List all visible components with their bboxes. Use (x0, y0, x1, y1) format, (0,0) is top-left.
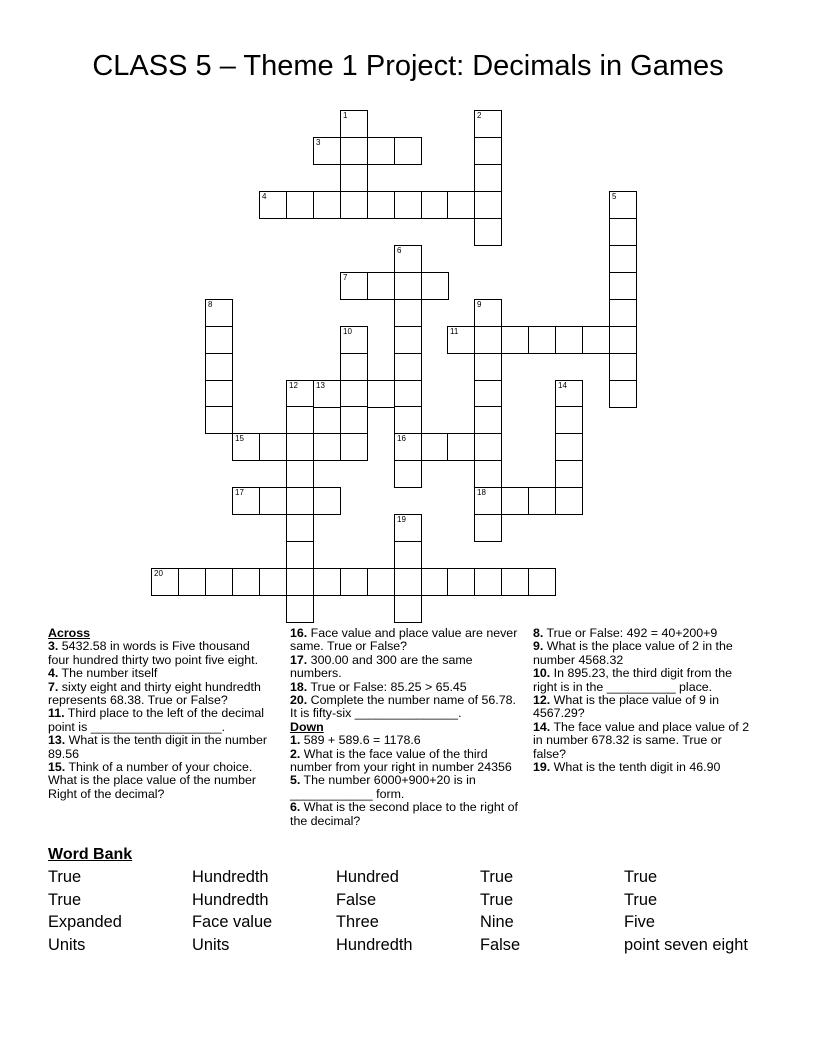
clue-number: 18 (477, 488, 486, 497)
clue-number: 19 (397, 515, 406, 524)
grid-cell[interactable] (394, 191, 422, 219)
grid-cell[interactable] (286, 433, 314, 461)
word-bank-word: Three (336, 913, 379, 932)
grid-cell[interactable] (421, 433, 449, 461)
word-bank-word: Units (192, 935, 230, 954)
grid-cell[interactable] (394, 326, 422, 354)
grid-cell[interactable] (609, 218, 637, 246)
word-bank-word: Expanded (48, 913, 122, 932)
grid-cell[interactable] (528, 568, 556, 596)
word-bank-word: True (480, 890, 514, 909)
word-bank-word: False (336, 890, 377, 909)
grid-cell[interactable] (555, 460, 583, 488)
down-clue: 1. 589 + 589.6 = 1178.6 (290, 733, 421, 748)
down-clue: 10. In 895.23, the third digit from the right is in the __________ place. (533, 666, 733, 694)
grid-cell[interactable] (340, 191, 368, 219)
grid-cell[interactable] (609, 380, 637, 408)
clue-number: 7 (343, 273, 348, 282)
word-bank-row (48, 911, 788, 934)
grid-cell[interactable] (259, 191, 287, 219)
grid-cell[interactable] (609, 245, 637, 273)
grid-cell[interactable] (555, 487, 583, 515)
grid-cell[interactable] (474, 164, 502, 192)
grid-cell[interactable] (474, 353, 502, 381)
clue-number: 3 (316, 138, 321, 147)
across-clue: 13. What is the tenth digit in the number 89.56 (48, 733, 268, 761)
word-bank-word: Hundredth (192, 868, 269, 886)
grid-cell[interactable] (205, 380, 233, 408)
across-clue: 16. Face value and place value are never same. True or False? (290, 626, 518, 654)
grid-cell[interactable] (394, 272, 422, 300)
grid-cell[interactable] (313, 568, 341, 596)
across-clue: 4. The number itself (48, 666, 158, 681)
grid-cell[interactable] (474, 568, 502, 596)
grid-cell[interactable] (474, 514, 502, 542)
grid-cell[interactable] (313, 487, 341, 515)
clue-number: 6 (397, 246, 402, 255)
clues-column-1 (48, 627, 274, 801)
grid-cell[interactable] (313, 191, 341, 219)
word-bank (48, 866, 788, 956)
grid-cell[interactable] (151, 568, 179, 596)
grid-cell[interactable] (474, 137, 502, 165)
grid-cell[interactable] (609, 353, 637, 381)
word-bank-row (48, 934, 788, 957)
grid-cell[interactable] (232, 433, 260, 461)
grid-cell[interactable] (394, 514, 422, 542)
clue-number: 12 (289, 381, 298, 390)
word-bank-row (48, 889, 788, 912)
grid-cell[interactable] (340, 110, 368, 138)
across-clue: 17. 300.00 and 300 are the same numbers. (290, 652, 473, 681)
grid-cell[interactable] (447, 326, 475, 354)
grid-cell[interactable] (313, 137, 341, 165)
grid-cell[interactable] (394, 460, 422, 488)
down-clue: 12. What is the place value of 9 in 4567.29? (533, 693, 719, 721)
grid-cell[interactable] (609, 326, 637, 354)
grid-cell[interactable] (367, 137, 395, 165)
grid-cell[interactable] (474, 380, 502, 408)
word-bank-row (48, 866, 788, 889)
word-bank-word: True (480, 868, 514, 886)
grid-cell[interactable] (286, 406, 314, 434)
clue-number: 20 (154, 569, 163, 578)
clue-number: 15 (235, 434, 244, 443)
grid-cell[interactable] (313, 433, 341, 461)
grid-cell[interactable] (340, 326, 368, 354)
grid-cell[interactable] (205, 568, 233, 596)
word-bank-title: Word Bank (48, 846, 133, 863)
grid-cell[interactable] (286, 191, 314, 219)
grid-cell[interactable] (286, 541, 314, 569)
grid-cell[interactable] (340, 406, 368, 434)
grid-cell[interactable] (340, 164, 368, 192)
clue-number: 16 (397, 434, 406, 443)
grid-cell[interactable] (474, 299, 502, 327)
clue-number: 11 (450, 327, 459, 336)
across-clue: 7. sixty eight and thirty eight hundredth represents 68.38. True or False? (48, 679, 261, 708)
grid-cell[interactable] (555, 380, 583, 408)
clue-number: 10 (343, 327, 352, 336)
grid-cell[interactable] (340, 272, 368, 300)
grid-cell[interactable] (447, 568, 475, 596)
word-bank-word: Nine (480, 913, 514, 932)
grid-cell[interactable] (609, 299, 637, 327)
word-bank-word: Hundredth (192, 890, 269, 909)
grid-cell[interactable] (286, 514, 314, 542)
word-bank-word: True (48, 868, 82, 886)
down-clue: 2. What is the face value of the third number from your right in number 24356 (290, 746, 512, 775)
grid-cell[interactable] (340, 568, 368, 596)
grid-cell[interactable] (205, 326, 233, 354)
down-clue: 9. What is the place value of 2 in the number 4568.32 (533, 639, 733, 667)
grid-cell[interactable] (447, 191, 475, 219)
grid-cell[interactable] (474, 460, 502, 488)
grid-cell[interactable] (367, 191, 395, 219)
grid-cell[interactable] (394, 406, 422, 434)
across-heading: Across (48, 626, 91, 640)
grid-cell[interactable] (394, 595, 422, 623)
clues-column-3 (533, 627, 755, 774)
grid-cell[interactable] (340, 137, 368, 165)
grid-cell[interactable] (555, 406, 583, 434)
grid-cell[interactable] (286, 460, 314, 488)
grid-cell[interactable] (286, 595, 314, 623)
clue-number: 9 (477, 300, 482, 309)
word-bank-word: False (480, 935, 521, 954)
grid-cell[interactable] (367, 380, 395, 408)
grid-cell[interactable] (528, 487, 556, 515)
grid-cell[interactable] (340, 433, 368, 461)
across-clue: 18. True or False: 85.25 > 65.45 (290, 679, 467, 694)
word-bank-word: Five (624, 913, 655, 932)
grid-cell[interactable] (528, 326, 556, 354)
grid-cell[interactable] (582, 326, 610, 354)
down-clue: 5. The number 6000+900+20 is in ____________ form. (290, 773, 476, 801)
across-clue: 11. Third place to the left of the decimal point is ___________________. (48, 706, 265, 734)
grid-cell[interactable] (394, 245, 422, 273)
clue-number: 8 (208, 300, 213, 309)
grid-cell[interactable] (394, 541, 422, 569)
grid-cell[interactable] (447, 433, 475, 461)
page-title: CLASS 5 – Theme 1 Project: Decimals in Games (92, 50, 724, 82)
grid-cell[interactable] (474, 406, 502, 434)
clue-number: 4 (262, 192, 267, 201)
grid-cell[interactable] (367, 272, 395, 300)
down-clue: 14. The face value and place value of 2 in number 678.32 is same. True or false? (533, 719, 750, 761)
grid-cell[interactable] (205, 406, 233, 434)
down-clue: 19. What is the tenth digit in 46.90 (533, 760, 721, 775)
grid-cell[interactable] (555, 433, 583, 461)
clue-number: 14 (558, 381, 567, 390)
grid-cell[interactable] (205, 353, 233, 381)
grid-cell[interactable] (474, 487, 502, 515)
grid-cell[interactable] (286, 380, 314, 408)
clue-number: 1 (343, 111, 348, 120)
word-bank-word: True (624, 868, 658, 886)
grid-cell[interactable] (555, 326, 583, 354)
grid-cell[interactable] (501, 487, 529, 515)
grid-cell[interactable] (421, 191, 449, 219)
grid-cell[interactable] (232, 487, 260, 515)
word-bank-word: point seven eight (624, 935, 748, 954)
grid-cell[interactable] (394, 433, 422, 461)
across-clue: 15. Think of a number of your choice. What is the place value of the number Right of the decimal? (48, 760, 257, 801)
word-bank-word: Hundred (336, 868, 399, 886)
grid-cell[interactable] (178, 568, 206, 596)
grid-cell[interactable] (501, 326, 529, 354)
down-clue: 8. True or False: 492 = 40+200+9 (533, 626, 718, 640)
grid-cell[interactable] (501, 568, 529, 596)
grid-cell[interactable] (394, 299, 422, 327)
grid-cell[interactable] (394, 353, 422, 381)
across-clue: 3. 5432.58 in words is Five thousand four hundred thirty two point five eight. (48, 639, 259, 667)
clue-number: 17 (235, 488, 244, 497)
word-bank-word: Face value (192, 913, 273, 932)
grid-cell[interactable] (340, 353, 368, 381)
clues-column-2 (290, 627, 524, 828)
grid-cell[interactable] (259, 568, 287, 596)
down-clue: 6. What is the second place to the right of the decimal? (290, 800, 518, 828)
across-clue: 20. Complete the number name of 56.78. It is fifty-six _______________. (290, 693, 516, 721)
grid-cell[interactable] (609, 191, 637, 219)
word-bank-word: Units (48, 935, 86, 954)
grid-cell[interactable] (394, 568, 422, 596)
grid-cell[interactable] (394, 137, 422, 165)
grid-cell[interactable] (421, 272, 449, 300)
grid-cell[interactable] (340, 380, 368, 408)
grid-cell[interactable] (286, 487, 314, 515)
grid-cell[interactable] (609, 272, 637, 300)
grid-cell[interactable] (259, 487, 287, 515)
grid-cell[interactable] (394, 380, 422, 408)
grid-cell[interactable] (259, 433, 287, 461)
grid-cell[interactable] (232, 568, 260, 596)
grid-cell[interactable] (205, 299, 233, 327)
grid-cell[interactable] (286, 568, 314, 596)
grid-cell[interactable] (367, 568, 395, 596)
grid-cell[interactable] (474, 218, 502, 246)
down-heading: Down (290, 719, 324, 734)
clue-number: 13 (316, 381, 325, 390)
clue-number: 5 (612, 192, 617, 201)
word-bank-word: True (624, 890, 658, 909)
grid-cell[interactable] (474, 191, 502, 219)
word-bank-word: Hundredth (336, 935, 413, 954)
grid-cell[interactable] (421, 568, 449, 596)
word-bank-word: True (48, 890, 82, 909)
grid-cell[interactable] (474, 110, 502, 138)
clue-number: 2 (477, 111, 482, 120)
grid-cell[interactable] (474, 326, 502, 354)
grid-cell[interactable] (474, 433, 502, 461)
grid-cell[interactable] (313, 380, 341, 408)
